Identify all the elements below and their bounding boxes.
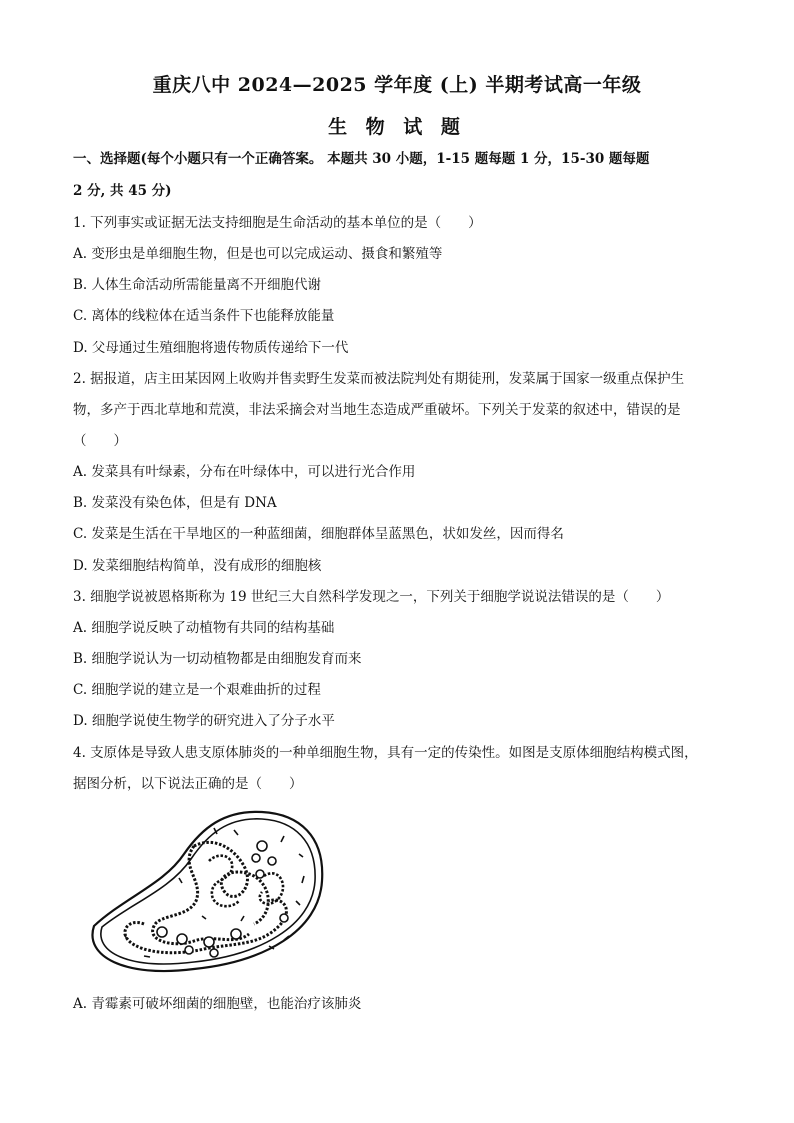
cytoplasm-marks <box>124 828 304 957</box>
question-3-stem: 3. 细胞学说被恩格斯称为 19 世纪三大自然科学发现之一，下列关于细胞学说说法错误的是（ ） <box>73 589 670 605</box>
question-2-option-b: B. 发菜没有染色体，但是有 DNA <box>73 495 277 511</box>
page-subtitle: 生 物 试 题 <box>328 116 466 138</box>
ribosomes <box>157 841 288 957</box>
question-4-stem-line2: 据图分析，以下说法正确的是（ ） <box>73 776 303 792</box>
question-1-option-c: C. 离体的线粒体在适当条件下也能释放能量 <box>73 308 335 324</box>
question-2-stem-line3: （ ） <box>73 433 127 449</box>
question-4-option-a: A. 青霉素可破坏细菌的细胞壁，也能治疗该肺炎 <box>73 996 362 1012</box>
question-1-stem: 1. 下列事实或证据无法支持细胞是生命活动的基本单位的是（ ） <box>73 215 482 231</box>
question-1-option-d: D. 父母通过生殖细胞将遗传物质传递给下一代 <box>73 340 349 356</box>
section-heading-line1: 一、选择题(每个小题只有一个正确答案。 本题共 30 小题，1-15 题每题 1 分，15-30 题每题 <box>73 151 650 167</box>
page-title: 重庆八中 2024—2025 学年度 (上) 半期考试高一年级 <box>152 74 642 96</box>
question-2-option-a: A. 发菜具有叶绿素，分布在叶绿体中，可以进行光合作用 <box>73 464 416 480</box>
question-1-option-a: A. 变形虫是单细胞生物，但是也可以完成运动、摄食和繁殖等 <box>73 246 443 262</box>
question-3-option-c: C. 细胞学说的建立是一个艰难曲折的过程 <box>73 682 321 698</box>
section-heading-line2: 2 分, 共 45 分) <box>73 183 172 199</box>
mycoplasma-cell-diagram <box>84 806 324 976</box>
question-2-option-d: D. 发菜细胞结构简单，没有成形的细胞核 <box>73 558 322 574</box>
dna-loop-4 <box>209 856 239 907</box>
question-4-stem-line1: 4. 支原体是导致人患支原体肺炎的一种单细胞生物，具有一定的传染性。如图是支原体细胞结构模式图， <box>73 745 698 761</box>
question-2-option-c: C. 发菜是生活在干旱地区的一种蓝细菌，细胞群体呈蓝黑色，状如发丝，因而得名 <box>73 526 564 542</box>
question-3-option-a: A. 细胞学说反映了动植物有共同的结构基础 <box>73 620 335 636</box>
question-3-option-d: D. 细胞学说使生物学的研究进入了分子水平 <box>73 713 335 729</box>
question-2-stem-line1: 2. 据报道，店主田某因网上收购并售卖野生发菜而被法院判处有期徒刑，发菜属于国家一级重点保护生 <box>73 371 685 387</box>
question-1-option-b: B. 人体生命活动所需能量离不开细胞代谢 <box>73 277 322 293</box>
question-2-stem-line2: 物，多产于西北草地和荒漠，非法采摘会对当地生态造成严重破坏。下列关于发菜的叙述中，错误的是 <box>73 402 681 418</box>
question-3-option-b: B. 细胞学说认为一切动植物都是由细胞发育而来 <box>73 651 362 667</box>
